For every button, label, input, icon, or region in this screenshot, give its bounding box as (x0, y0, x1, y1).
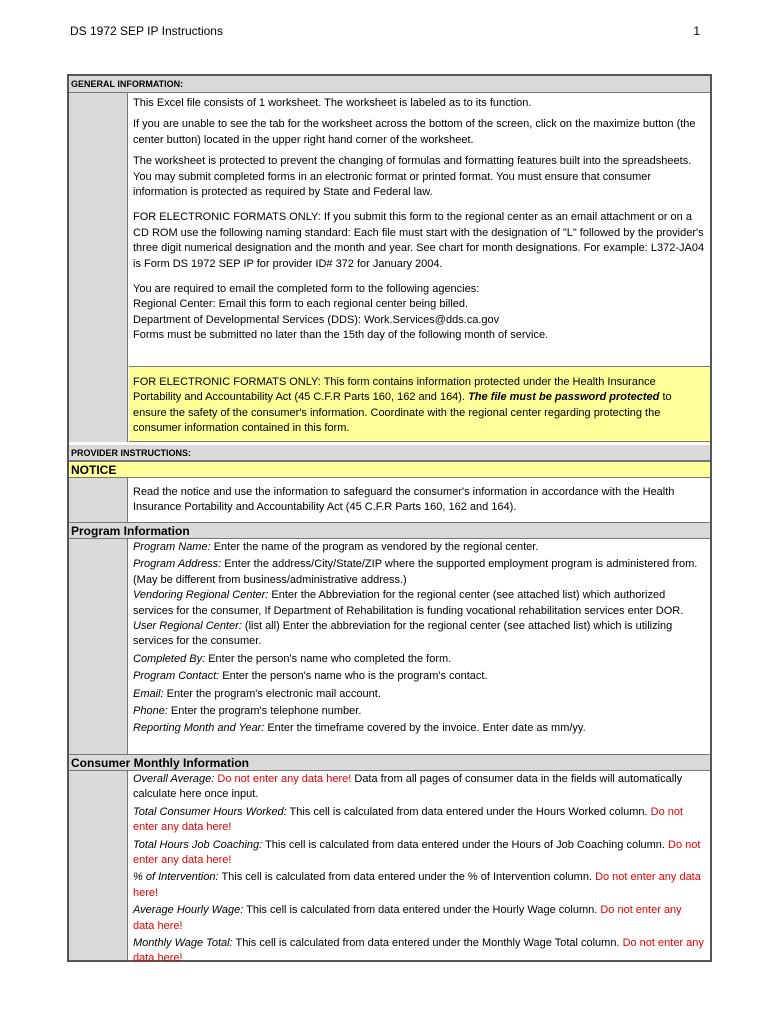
item-label: Reporting Month and Year: (133, 722, 265, 735)
item-label: Program Contact: (133, 670, 220, 683)
item-label: Total Consumer Hours Worked: (133, 805, 287, 818)
hipaa-gutter (69, 366, 128, 442)
general-gutter (69, 93, 128, 366)
item-text: Enter the name of the program as vendored by the regional center. (210, 541, 539, 553)
warning-text: Do not enter any data here! (133, 838, 701, 867)
item-text: (list all) Enter the abbreviation for the regional center (see attached list) which is utilizing services for the consumer. (133, 620, 673, 648)
hipaa-highlight-box (129, 366, 710, 442)
average-hourly-wage-item (133, 903, 706, 934)
submission-deadline: Forms must be submitted no later than the 15th day of the following month of service. (133, 329, 549, 342)
warning-text: Do not enter any data here! (133, 871, 701, 899)
program-information-heading: Program Information (69, 522, 710, 539)
item-text: Enter the program's electronic mail account. (163, 687, 381, 700)
total-consumer-hours-item (133, 805, 706, 836)
warning-text: Do not enter any data here! (133, 904, 682, 932)
item-label: % of Intervention: (133, 871, 219, 884)
item-text: This cell is calculated from data entered under the Monthly Wage Total column. (232, 937, 623, 950)
provider-instructions-label: PROVIDER INSTRUCTIONS: (69, 445, 710, 461)
general-paragraph-3: The worksheet is protected to prevent the changing of formulas and formatting features built into the spreadsheets. (133, 155, 692, 168)
agencies-intro: You are required to email the completed form to the following agencies: (133, 283, 480, 296)
hipaa-notice-part-2: to ensure the safety of the consumer's information. Coordinate with the regional center regarding protecting the consumer information contained in this form. (133, 391, 672, 435)
item-text: Enter the timeframe covered by the invoice. Enter date as mm/yy. (264, 722, 586, 735)
warning-text: Do not enter any data here! (133, 805, 684, 834)
general-paragraph-5: FOR ELECTRONIC FORMATS ONLY: If you submit this form to the regional center as an email attachment or on a CD ROM use the following naming standard: Each file must start with the designation of "L" followed by the provider's three digit numerical designation and the month and year. See chart for month designations. For example: L372-JA04 is Form DS 1972 SEP IP for provider ID# 372 for January 2004. (133, 211, 705, 270)
program-name-item (133, 540, 706, 555)
item-text: This cell is calculated from data entered under the Hours of Job Coaching column. (262, 838, 669, 851)
notice-text: Read the notice and use the information to safeguard the consumer's information in accordance with the Health Insurance Portability and Accountability Act (45 C.F.R Parts 160, 162 and 164). (133, 486, 675, 514)
hipaa-notice-text (133, 375, 706, 437)
item-text: Enter the address/City/State/ZIP where the supported employment program is administered from. (May be different from business/administrative address.) (133, 558, 698, 586)
item-label: Program Address: (133, 558, 222, 571)
notice-gutter (69, 478, 128, 523)
notice-heading: NOTICE (69, 461, 710, 478)
program-content (129, 540, 710, 737)
program-address-item (133, 557, 706, 588)
item-label: User Regional Center: (133, 620, 242, 633)
item-label: Average Hourly Wage: (133, 904, 244, 917)
warning-text: Do not enter any data here! (214, 773, 352, 785)
general-paragraph-2: If you are unable to see the tab for the worksheet across the bottom of the screen, click on the maximize button (the center button) located in the upper right hand corner of the worksheet. (133, 118, 696, 146)
agencies-dds: Department of Developmental Services (DDS): Work.Services@dds.ca.gov (133, 313, 500, 326)
instruction-sheet (67, 74, 712, 965)
item-text: This cell is calculated from data entered under the Hours Worked column. (286, 805, 651, 818)
document-title: DS 1972 SEP IP Instructions (70, 24, 223, 38)
agencies-regional-center: Regional Center: Email this form to each regional center being billed. (133, 298, 469, 311)
total-hours-job-coaching-item (133, 838, 706, 869)
item-label: Monthly Wage Total: (133, 937, 233, 950)
warning-text: Do not enter any data here! (133, 937, 704, 965)
percent-intervention-item (133, 870, 706, 901)
item-label: Completed By: (133, 652, 206, 665)
item-label: Vendoring Regional Center: (133, 589, 269, 602)
email-item (133, 687, 706, 702)
item-text: This cell is calculated from data entered under the % of Intervention column. (218, 871, 596, 884)
password-protected-emphasis: The file must be password protected (468, 391, 660, 404)
item-label: Program Name: (133, 541, 211, 553)
item-text: Enter the person's name who is the program's contact. (219, 670, 488, 683)
overall-average-item (133, 772, 706, 803)
program-gutter (69, 539, 128, 754)
page-number: 1 (693, 24, 700, 38)
monthly-wage-total-item (133, 936, 706, 967)
phone-item (133, 704, 706, 719)
item-label: Phone: (133, 705, 168, 718)
vendoring-regional-center-item (133, 588, 706, 619)
item-text: Enter the person's name who completed the form. (205, 652, 452, 665)
user-regional-center-item (133, 619, 706, 650)
notice-content (129, 485, 710, 516)
general-information-label: GENERAL INFORMATION: (69, 76, 710, 93)
item-text: Enter the program's telephone number. (167, 705, 362, 718)
hipaa-notice-part-1: FOR ELECTRONIC FORMATS ONLY: This form contains information protected under the Health Insurance Portability and Accountability Act (45 C.F.R Parts 160, 162 and 164). (133, 376, 656, 404)
consumer-gutter (69, 771, 128, 960)
reporting-month-year-item (133, 721, 706, 736)
general-paragraph-1: This Excel file consists of 1 worksheet. The worksheet is labeled as to its function. (133, 97, 532, 109)
item-label: Total Hours Job Coaching: (133, 838, 263, 851)
general-paragraph-4: You may submit completed forms in an electronic format or printed format. You must ensure that consumer information is protected as required by State and Federal law. (133, 170, 652, 199)
item-label: Overall Average: (133, 773, 215, 785)
consumer-monthly-information-heading: Consumer Monthly Information (69, 754, 710, 771)
general-content (129, 96, 710, 344)
item-text: Data from all pages of consumer data in the fields will automatically calculate here once input. (133, 773, 683, 801)
completed-by-item (133, 652, 706, 667)
item-text: Enter the Abbreviation for the regional center (see attached list) which authorized services for the consumer, If Department of Rehabilitation is funding vocational rehabilitation services enter DOR. (133, 589, 684, 617)
page-header (70, 24, 700, 42)
item-text: This cell is calculated from data entered under the Hourly Wage column. (243, 904, 601, 917)
consumer-content (129, 772, 710, 967)
item-label: Email: (133, 687, 164, 700)
program-contact-item (133, 669, 706, 684)
